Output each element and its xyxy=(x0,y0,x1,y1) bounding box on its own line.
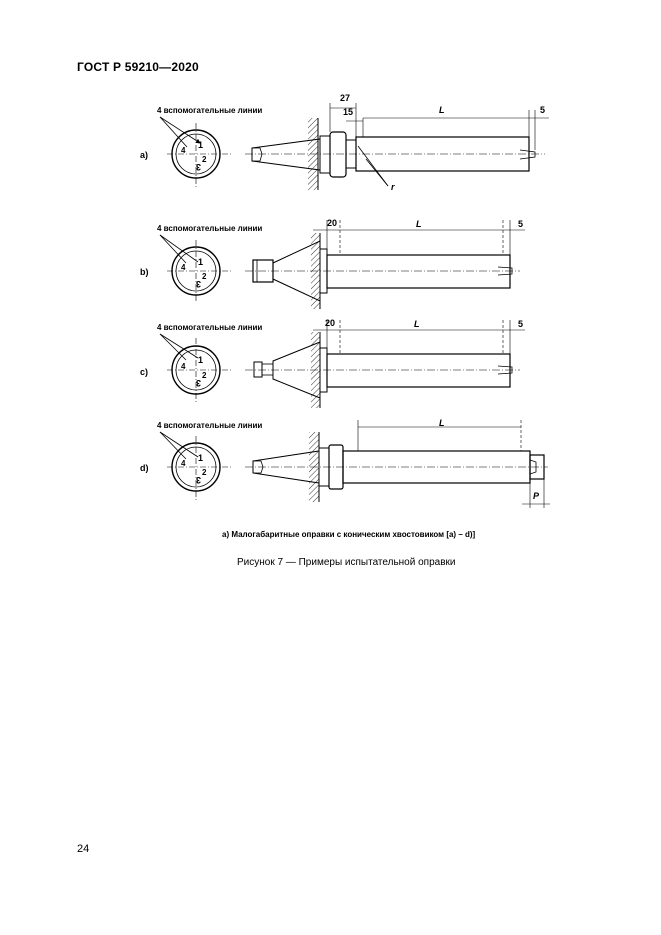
aux-lines-label: 4 вспомогательные линии xyxy=(157,224,263,233)
dim-L: L xyxy=(414,319,420,329)
point-4: 4 xyxy=(181,146,186,155)
point-3: 3 xyxy=(195,475,201,485)
page-number: 24 xyxy=(77,843,90,855)
point-1: 1 xyxy=(198,355,204,365)
point-4: 4 xyxy=(181,362,186,371)
dim-20: 20 xyxy=(325,318,336,328)
panel-b xyxy=(140,218,525,309)
point-3: 3 xyxy=(195,279,201,289)
point-2: 2 xyxy=(202,272,207,281)
dim-L: L xyxy=(416,219,422,229)
dim-P: P xyxy=(533,491,540,501)
point-4: 4 xyxy=(181,459,186,468)
figure-caption: Рисунок 7 — Примеры испытательной оправки xyxy=(237,557,456,568)
aux-lines-label: 4 вспомогательные линии xyxy=(157,323,263,332)
dim-5: 5 xyxy=(518,219,524,229)
dim-5: 5 xyxy=(540,105,546,115)
panel-label-c: c) xyxy=(140,367,149,377)
figure-subcaption: а) Малогабаритные оправки с коническим хвостовиком [а) – d)] xyxy=(222,530,476,539)
aux-lines-label: 4 вспомогательные линии xyxy=(157,106,263,115)
point-2: 2 xyxy=(202,371,207,380)
aux-lines-label: 4 вспомогательные линии xyxy=(157,421,263,430)
document-code: ГОСТ Р 59210—2020 xyxy=(77,60,199,74)
panel-label-a: a) xyxy=(140,150,149,160)
point-1: 1 xyxy=(198,140,204,150)
point-4: 4 xyxy=(181,263,186,272)
dim-L: L xyxy=(439,105,445,115)
dim-L: L xyxy=(439,418,445,428)
panel-d xyxy=(140,418,550,508)
dim-27: 27 xyxy=(340,93,351,103)
dim-20: 20 xyxy=(327,218,338,228)
point-3: 3 xyxy=(195,162,201,172)
panel-a xyxy=(140,93,549,192)
panel-label-d: d) xyxy=(140,463,149,473)
point-1: 1 xyxy=(198,257,204,267)
dim-r: r xyxy=(391,182,395,192)
panel-label-b: b) xyxy=(140,267,149,277)
point-1: 1 xyxy=(198,453,204,463)
point-2: 2 xyxy=(202,468,207,477)
panel-c xyxy=(140,318,525,408)
point-3: 3 xyxy=(195,378,201,388)
dim-5: 5 xyxy=(518,319,524,329)
dim-15: 15 xyxy=(343,107,354,117)
point-2: 2 xyxy=(202,155,207,164)
